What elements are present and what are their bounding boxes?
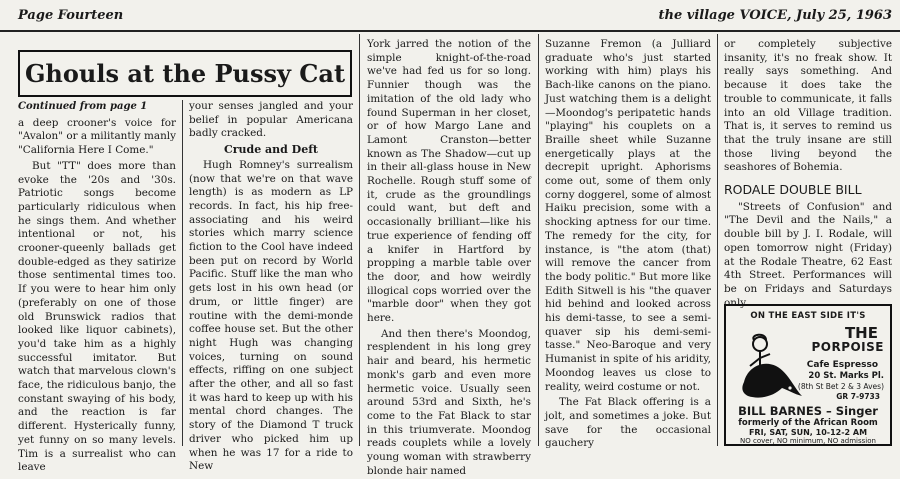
ad-phone: GR 7-9733	[836, 392, 880, 401]
column-rule	[182, 100, 183, 446]
ad-schedule: FRI, SAT, SUN, 10-12-2 AM	[748, 428, 868, 437]
article-column-5	[724, 38, 892, 309]
page-header	[0, 0, 900, 32]
paragraph: your senses jangled and your belief in popular Americana badly cracked.	[189, 100, 353, 140]
article-column-4	[545, 38, 711, 450]
ad-banner: ON THE EAST SIDE IT'S	[750, 311, 866, 321]
column-rule	[538, 34, 539, 446]
paragraph: And then there's Moondog, resplendent in his long grey hair and beard, his hermetic monk's garb and even more hermetic voice. Usually seen around 53rd and Sixth, he's come to the Fat Black to star in this triumverate. Moondog reads couplets while a lovely young woman with strawberry blonde hair named	[367, 327, 531, 477]
article-headline: Ghouls at the Pussy Cat	[24, 59, 346, 88]
paragraph: "Streets of Confusion" and "The Devil and the Nails," a double bill by J. I. Rodale, will open tomorrow night (Friday) at the Rodale Theatre, 62 East 4th Street. Performances will be on Fridays and Saturdays only.	[724, 200, 892, 309]
paragraph: York jarred the notion of the simple knight-of-the-road we've had fed us for so long. Funnier though was the imitation of the old lady who found Superman in her closet, or of how Margo Lane and Lamont Cranston—better known as The Shadow—cut up in their all-glass house in New Rochelle. Rough stuff some of it, crude as the groundlings could want, but deft and occasionally brilliant—like his true experience of fending off a knifer in Hartford by propping a marble table over the door, and how weirdly illogical cops worried over the "marble door" when they got here.	[367, 38, 531, 325]
article-column-2	[189, 100, 353, 473]
page-number: Page Fourteen	[18, 8, 124, 23]
paragraph: a deep crooner's voice for "Avalon" or a militantly manly "California Here I Come."	[18, 116, 176, 157]
article-column-1	[18, 100, 176, 474]
porpoise-advertisement	[724, 304, 892, 446]
column-rule	[359, 34, 360, 446]
paragraph: Suzanne Fremon (a Julliard graduate who's just started working with him) plays his Bach-like canons on the piano. Just watching them is a delight —Moondog's peripatetic hands "playing" his couplets on a Braille sheet while Suzanne energetically plays at the decrepit upright. Aphorisms come out, some of them only corny doggerel, some of almost Haiku precision, some with a shocking aptness for our time. The remedy for the city, for instance, is "the atom (that) will remove the cancer from the body politic." But more like Edith Sitwell is his "the quaver hid behind and looked across his demi-tasse, to see a semi-quaver sip his demi-semi-tasse." Neo-Baroque and very Humanist in spite of his aridity, Moondog leaves us close to reality, weird costume or not.	[545, 38, 711, 393]
paragraph: The Fat Black offering is a jolt, and sometimes a joke. But save for the occasional gauchery	[545, 396, 711, 450]
mermaid-porpoise-icon	[736, 330, 808, 408]
ad-formerly: formerly of the African Room	[738, 418, 878, 428]
ad-cross-streets: (8th St Bet 2 & 3 Aves)	[797, 382, 884, 391]
ad-policy: NO cover, NO minimum, NO admission	[740, 437, 876, 445]
ad-venue-name: PORPOISE	[811, 340, 884, 354]
paragraph: or completely subjective insanity, it's no freak show. It really says something. And because it does take the trouble to communicate, it falls into an old Village tradition. That is, it serves to remind us that the truly insane are still those living beyond the seashores of Bohemia.	[724, 38, 892, 174]
ad-cafe: Cafe Espresso	[806, 360, 878, 370]
masthead-date: the village VOICE, July 25, 1963	[658, 8, 892, 23]
paragraph: But "TT" does more than evoke the '20s and '30s. Patriotic songs become particularly ridiculous when he sings them. And whether intentional or not, his crooner-queenly ballads get double-edged as they satirize those sentimental times too. If you were to hear him only (preferably on one of those old Brunswick radios that looked like liquor cabinets), you'd take him as a highly successful imitator. But watch that marvelous clown's face, the ridiculous banjo, the constant swaying of his body, and the reaction is far different. Hysterically funny, yet funny on so many levels. Tim is a surrealist who can leave	[18, 159, 176, 474]
ad-the: THE	[844, 324, 878, 342]
column-rule	[717, 34, 718, 446]
subheading: Crude and Deft	[223, 143, 319, 157]
headline-box	[18, 50, 352, 97]
continued-label: Continued from page 1	[18, 101, 148, 112]
ad-address: 20 St. Marks Pl.	[808, 371, 884, 381]
article-column-3	[367, 38, 531, 477]
section-title: RODALE DOUBLE BILL	[724, 182, 862, 198]
paragraph: Hugh Romney's surrealism (now that we're on that wave length) is as modern as LP records. In fact, his hip free-associating and his weird stories which marry science fiction to the Cool have indeed been put on record by World Pacific. Stuff like the man who gets lost in his own head (or drum, or little finger) are routine with the demi-monde coffee house set. But the other night Hugh was changing voices, turning on sound effects, riffing on one subject after the other, and all so fast it was hard to keep up with his mental chord changes. The story of the Diamond T truck driver who picked him up when he was 17 for a ride to New	[189, 158, 353, 473]
ad-performer: BILL BARNES – Singer	[738, 404, 878, 418]
